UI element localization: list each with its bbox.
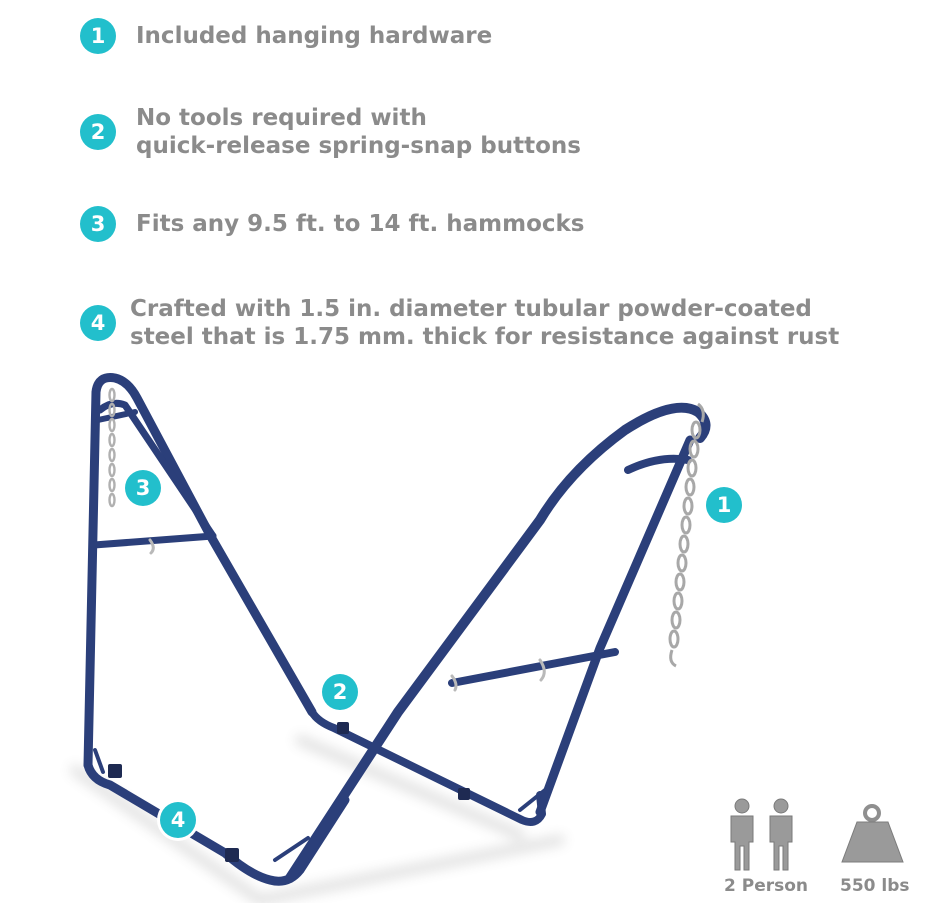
feature-number-badge: 1 xyxy=(80,18,116,54)
weight-capacity-label: 550 lbs xyxy=(840,876,910,896)
feature-text: Included hanging hardware xyxy=(136,23,493,49)
feature-text: No tools required with quick-release spring-snap buttons xyxy=(136,105,581,159)
weight-icon xyxy=(842,806,903,862)
capacity-label: 2 Person xyxy=(724,876,809,896)
stand-hooks xyxy=(150,540,544,690)
callout-marker-1: 1 xyxy=(706,487,742,523)
feature-number-badge: 4 xyxy=(80,305,116,341)
feature-number-badge: 2 xyxy=(80,114,116,150)
callout-marker-2: 2 xyxy=(322,674,358,710)
feature-number-badge: 3 xyxy=(80,206,116,242)
stand-shadow xyxy=(75,740,560,900)
callout-marker-3: 3 xyxy=(125,470,161,506)
feature-text: Fits any 9.5 ft. to 14 ft. hammocks xyxy=(136,211,585,237)
two-person-icon xyxy=(731,799,792,870)
callout-marker-4: 4 xyxy=(160,802,196,838)
feature-text: Crafted with 1.5 in. diameter tubular powder-coated steel that is 1.75 mm. thick for resistance against rust xyxy=(130,296,840,350)
